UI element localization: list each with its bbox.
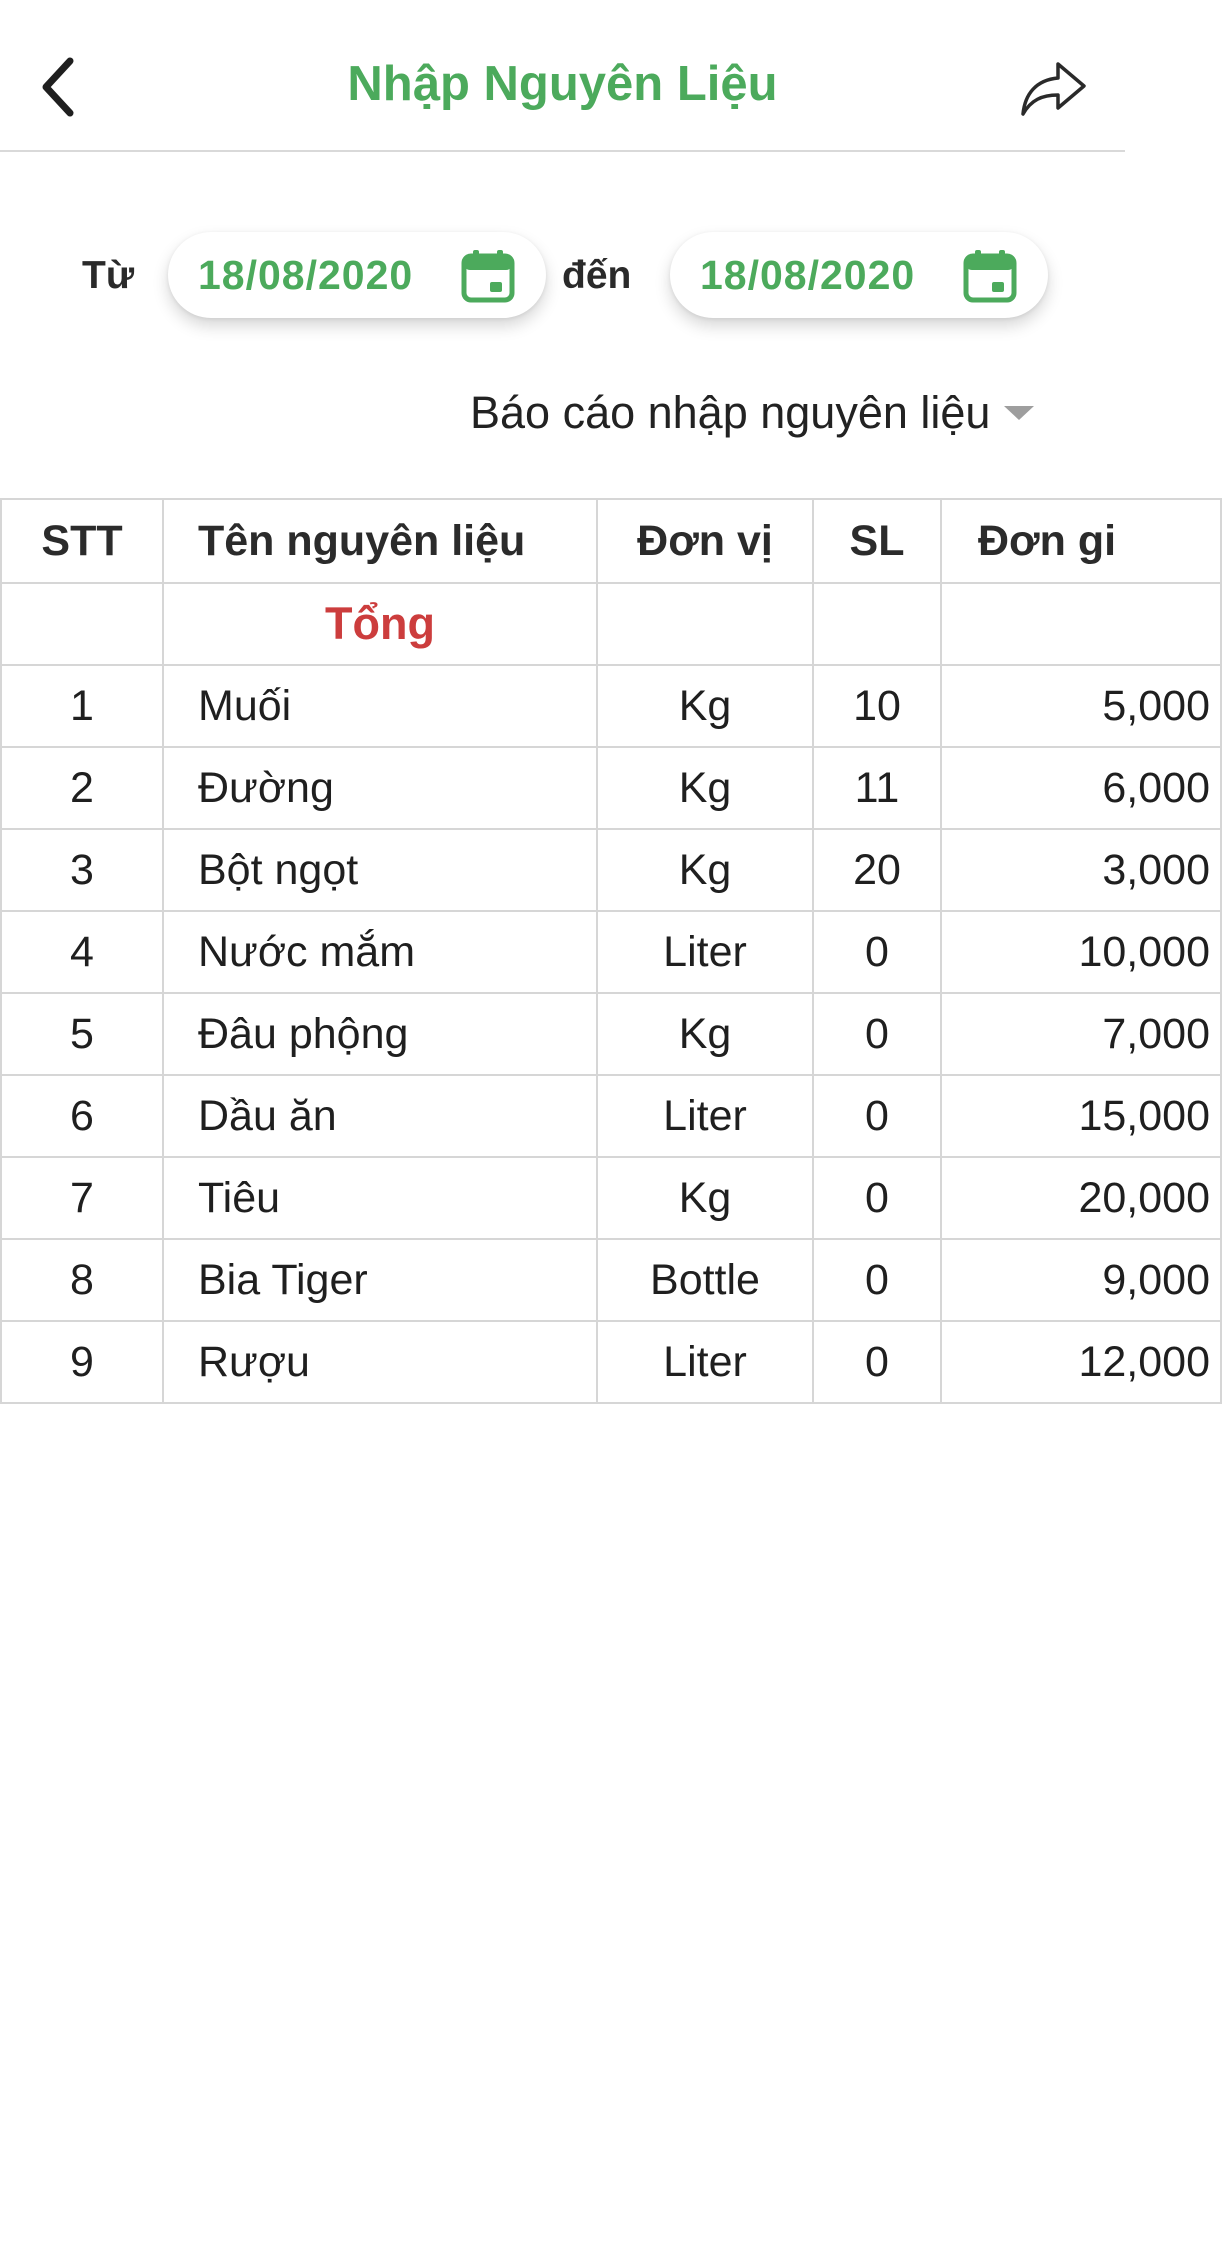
row-quantity: 0 bbox=[813, 1239, 941, 1321]
row-unit: Liter bbox=[597, 1321, 813, 1403]
row-ingredient-name: Rượu bbox=[163, 1321, 597, 1403]
row-stt: 8 bbox=[1, 1239, 163, 1321]
row-quantity: 20 bbox=[813, 829, 941, 911]
row-ingredient-name: Muối bbox=[163, 665, 597, 747]
row-unit-price: 15,000 bbox=[941, 1075, 1221, 1157]
row-stt: 1 bbox=[1, 665, 163, 747]
row-ingredient-name: Đường bbox=[163, 747, 597, 829]
row-ingredient-name: Tiêu bbox=[163, 1157, 597, 1239]
row-ingredient-name: Dầu ăn bbox=[163, 1075, 597, 1157]
calendar-icon bbox=[460, 248, 516, 304]
row-unit-price: 20,000 bbox=[941, 1157, 1221, 1239]
column-header-stt: STT bbox=[1, 499, 163, 583]
share-button[interactable] bbox=[1016, 48, 1092, 128]
to-date-value: 18/08/2020 bbox=[700, 251, 916, 298]
row-unit: Liter bbox=[597, 911, 813, 993]
column-header-name: Tên nguyên liệu bbox=[163, 499, 597, 583]
row-stt: 6 bbox=[1, 1075, 163, 1157]
table-header-row bbox=[1, 499, 1221, 583]
row-stt: 5 bbox=[1, 993, 163, 1075]
row-unit-price: 7,000 bbox=[941, 993, 1221, 1075]
total-stt-cell bbox=[1, 583, 163, 665]
row-unit-price: 3,000 bbox=[941, 829, 1221, 911]
top-navigation-bar bbox=[0, 0, 1125, 152]
row-quantity: 0 bbox=[813, 1321, 941, 1403]
share-arrow-icon bbox=[1018, 52, 1090, 124]
table-row[interactable] bbox=[1, 1075, 1221, 1157]
table-row[interactable] bbox=[1, 993, 1221, 1075]
from-date-value: 18/08/2020 bbox=[198, 251, 414, 298]
row-unit: Bottle bbox=[597, 1239, 813, 1321]
row-quantity: 11 bbox=[813, 747, 941, 829]
total-unit-cell bbox=[597, 583, 813, 665]
total-row bbox=[1, 583, 1221, 665]
row-quantity: 10 bbox=[813, 665, 941, 747]
row-ingredient-name: Nước mắm bbox=[163, 911, 597, 993]
from-date-picker[interactable] bbox=[168, 232, 546, 318]
from-label: Từ bbox=[82, 254, 135, 297]
column-header-quantity: SL bbox=[813, 499, 941, 583]
total-label: Tổng bbox=[163, 583, 597, 665]
caret-down-icon bbox=[1004, 406, 1034, 420]
row-unit: Kg bbox=[597, 665, 813, 747]
table-row[interactable] bbox=[1, 1321, 1221, 1403]
to-date-picker[interactable] bbox=[670, 232, 1048, 318]
row-unit-price: 12,000 bbox=[941, 1321, 1221, 1403]
table-row[interactable] bbox=[1, 665, 1221, 747]
row-unit-price: 5,000 bbox=[941, 665, 1221, 747]
row-unit-price: 6,000 bbox=[941, 747, 1221, 829]
row-unit: Kg bbox=[597, 993, 813, 1075]
row-unit: Liter bbox=[597, 1075, 813, 1157]
calendar-icon bbox=[962, 248, 1018, 304]
row-quantity: 0 bbox=[813, 911, 941, 993]
table-row[interactable] bbox=[1, 1239, 1221, 1321]
page-title: Nhập Nguyên Liệu bbox=[347, 57, 778, 111]
row-stt: 9 bbox=[1, 1321, 163, 1403]
table-row[interactable] bbox=[1, 1157, 1221, 1239]
total-price-cell bbox=[941, 583, 1221, 665]
row-unit: Kg bbox=[597, 1157, 813, 1239]
to-label: đến bbox=[562, 254, 632, 297]
row-stt: 4 bbox=[1, 911, 163, 993]
row-stt: 7 bbox=[1, 1157, 163, 1239]
report-type-dropdown[interactable] bbox=[470, 378, 1080, 448]
row-ingredient-name: Bột ngọt bbox=[163, 829, 597, 911]
total-quantity-cell bbox=[813, 583, 941, 665]
row-quantity: 0 bbox=[813, 993, 941, 1075]
column-header-unit: Đơn vị bbox=[597, 499, 813, 583]
row-quantity: 0 bbox=[813, 1075, 941, 1157]
row-stt: 3 bbox=[1, 829, 163, 911]
row-ingredient-name: Đâu phộng bbox=[163, 993, 597, 1075]
row-unit-price: 10,000 bbox=[941, 911, 1221, 993]
row-unit: Kg bbox=[597, 747, 813, 829]
report-type-value: Báo cáo nhập nguyên liệu bbox=[470, 387, 991, 438]
table-row[interactable] bbox=[1, 911, 1221, 993]
row-unit: Kg bbox=[597, 829, 813, 911]
row-ingredient-name: Bia Tiger bbox=[163, 1239, 597, 1321]
row-quantity: 0 bbox=[813, 1157, 941, 1239]
row-unit-price: 9,000 bbox=[941, 1239, 1221, 1321]
row-stt: 2 bbox=[1, 747, 163, 829]
table-row[interactable] bbox=[1, 747, 1221, 829]
table-row[interactable] bbox=[1, 829, 1221, 911]
column-header-unit-price: Đơn gi bbox=[941, 499, 1221, 583]
ingredient-import-table[interactable] bbox=[0, 498, 1210, 1404]
